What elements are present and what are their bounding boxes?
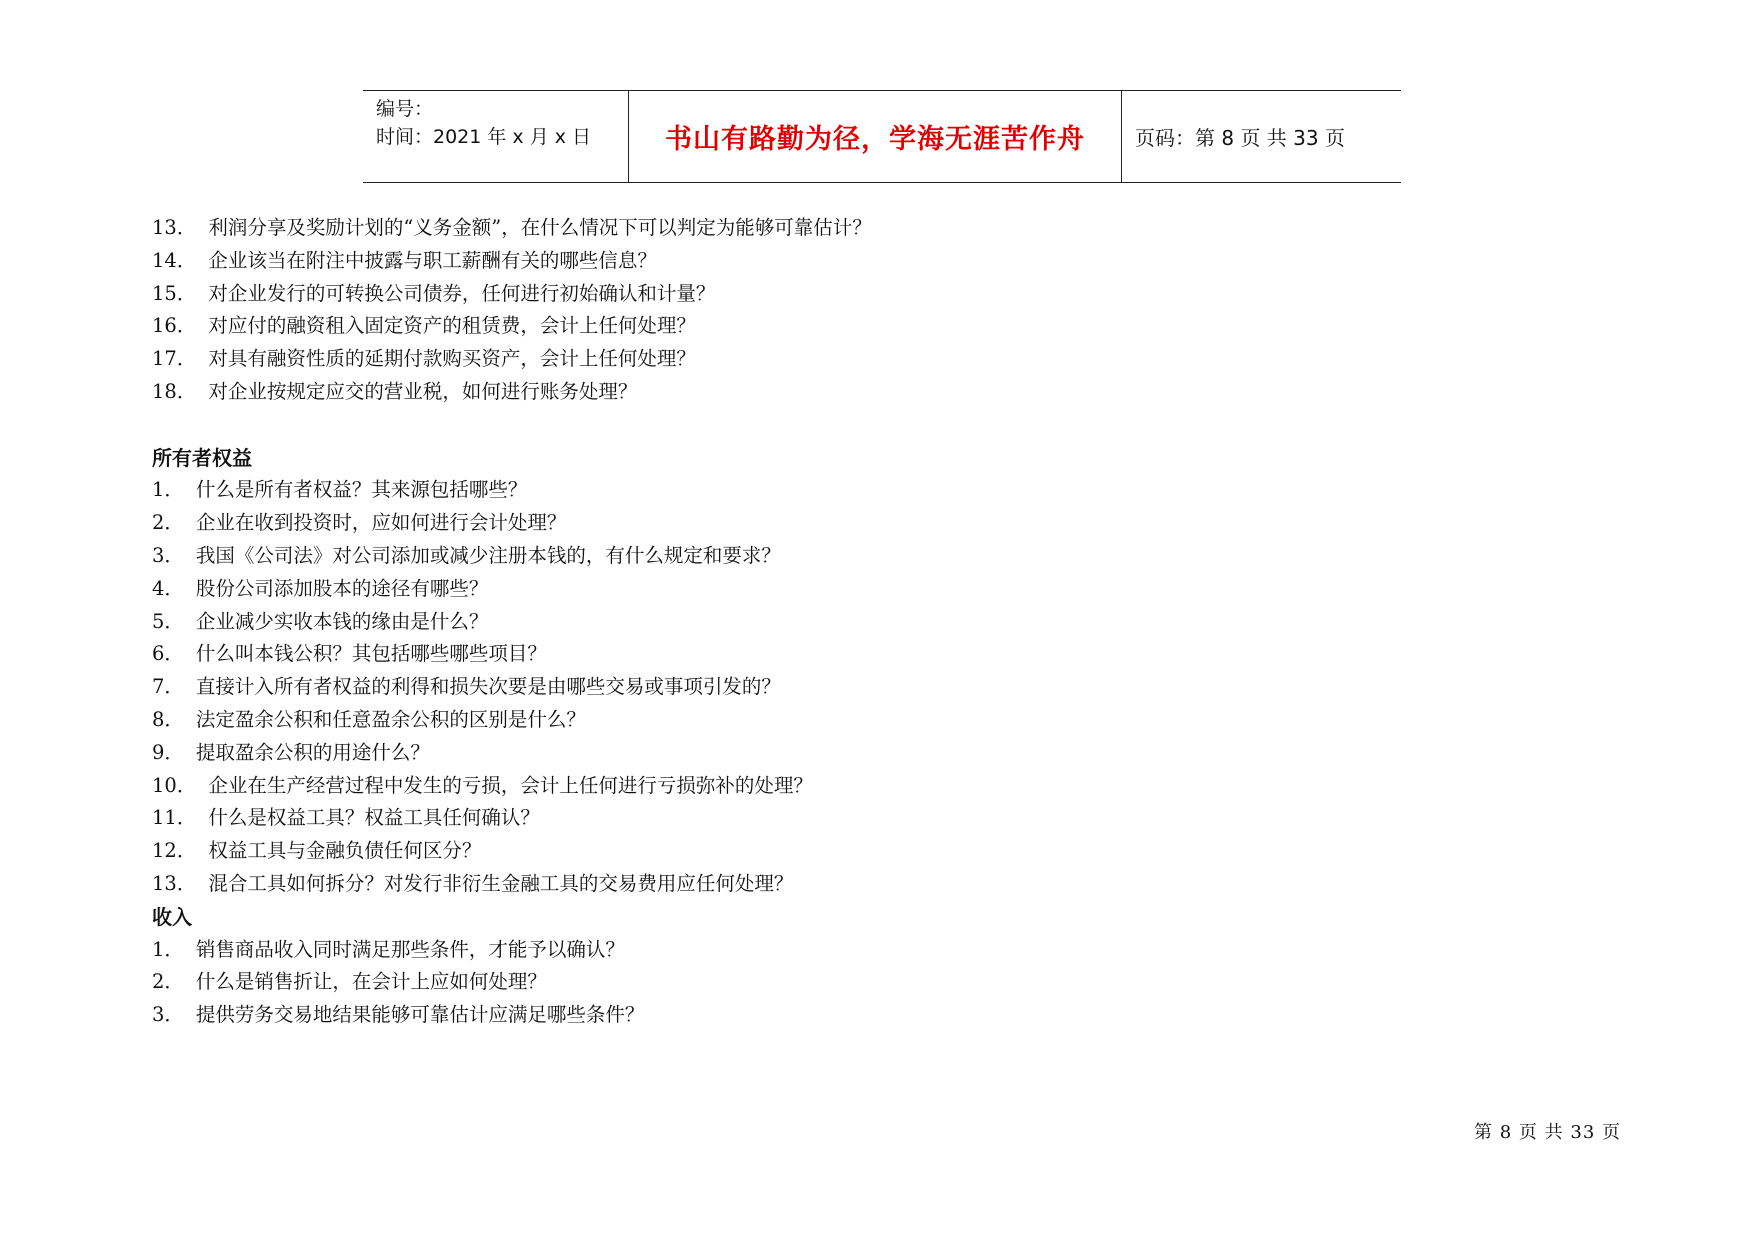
question-text: 法定盈余公积和任意盈余公积的区别是什么？ bbox=[195, 707, 586, 731]
document-number-label: 编号： bbox=[376, 98, 434, 120]
question-number: 10． bbox=[152, 773, 197, 797]
question-text: 混合工具如何拆分？对发行非衍生金融工具的交易费用应任何处理？ bbox=[208, 871, 794, 895]
header-motto: 书山有路勤为径，学海无涯苦作舟 bbox=[665, 124, 1085, 155]
question-number: 2． bbox=[152, 511, 184, 535]
question-text: 股份公司添加股本的途径有哪些？ bbox=[195, 576, 489, 600]
question-item bbox=[152, 376, 1402, 409]
header-motto-cell bbox=[629, 91, 1122, 182]
question-number: 14． bbox=[152, 248, 197, 272]
question-number: 3． bbox=[152, 1003, 184, 1027]
question-number: 11． bbox=[152, 806, 197, 830]
document-body bbox=[152, 212, 1402, 1032]
header-meta-cell bbox=[363, 91, 629, 182]
question-text: 对企业发行的可转换公司债券，任何进行初始确认和计量？ bbox=[208, 281, 716, 305]
section-title-equity: 所有者权益 bbox=[152, 445, 252, 470]
question-item bbox=[152, 212, 1402, 245]
question-number: 13． bbox=[152, 216, 197, 239]
question-list-liabilities bbox=[152, 212, 1402, 409]
question-item bbox=[152, 835, 1402, 868]
question-item bbox=[152, 507, 1402, 540]
question-item bbox=[152, 343, 1402, 376]
question-list-revenue bbox=[152, 934, 1402, 1032]
question-text: 提供劳务交易地结果能够可靠估计应满足哪些条件？ bbox=[195, 1003, 645, 1027]
section-title-revenue: 收入 bbox=[152, 904, 192, 929]
question-text: 什么是销售折让，在会计上应如何处理？ bbox=[195, 970, 547, 994]
question-item bbox=[152, 474, 1402, 507]
question-item bbox=[152, 245, 1402, 278]
question-text: 什么叫本钱公积？其包括哪些哪些项目？ bbox=[195, 642, 547, 666]
question-number: 2． bbox=[152, 970, 184, 994]
question-text: 提取盈余公积的用途什么？ bbox=[195, 740, 430, 764]
question-number: 17． bbox=[152, 347, 197, 371]
question-text: 直接计入所有者权益的利得和损失次要是由哪些交易或事项引发的？ bbox=[195, 675, 781, 699]
question-text: 对企业按规定应交的营业税，如何进行账务处理？ bbox=[208, 379, 638, 403]
question-item bbox=[152, 638, 1402, 671]
question-text: 销售商品收入同时满足那些条件，才能予以确认？ bbox=[195, 937, 625, 961]
page-footer: 第 8 页 共 33 页 bbox=[1474, 1122, 1621, 1143]
question-text: 企业该当在附注中披露与职工薪酬有关的哪些信息？ bbox=[208, 248, 657, 272]
question-item bbox=[152, 770, 1402, 803]
question-item bbox=[152, 737, 1402, 770]
question-number: 4． bbox=[152, 576, 184, 600]
question-number: 16． bbox=[152, 314, 197, 338]
question-number: 1． bbox=[152, 478, 184, 502]
question-number: 7． bbox=[152, 675, 184, 699]
question-item bbox=[152, 310, 1402, 343]
question-text: 什么是权益工具？权益工具任何确认？ bbox=[208, 806, 540, 830]
question-text: 什么是所有者权益？其来源包括哪些？ bbox=[195, 478, 528, 502]
question-number: 15． bbox=[152, 281, 197, 305]
question-number: 5． bbox=[152, 609, 184, 633]
question-text: 对具有融资性质的延期付款购买资产，会计上任何处理？ bbox=[208, 347, 696, 371]
question-item bbox=[152, 540, 1402, 573]
question-item bbox=[152, 966, 1402, 999]
question-number: 8． bbox=[152, 707, 184, 731]
question-list-equity bbox=[152, 474, 1402, 900]
question-number: 13． bbox=[152, 871, 197, 895]
question-number: 3． bbox=[152, 543, 184, 567]
document-date-label: 时间：2021 年 x 月 x 日 bbox=[376, 126, 592, 148]
question-item bbox=[152, 278, 1402, 311]
question-number: 12． bbox=[152, 839, 197, 863]
question-item bbox=[152, 868, 1402, 901]
question-item bbox=[152, 704, 1402, 737]
question-text: 企业在生产经营过程中发生的亏损，会计上任何进行亏损弥补的处理？ bbox=[208, 773, 813, 797]
question-item bbox=[152, 573, 1402, 606]
question-item bbox=[152, 802, 1402, 835]
question-text: 企业在收到投资时，应如何进行会计处理？ bbox=[195, 511, 567, 535]
header-page-cell bbox=[1122, 91, 1401, 182]
question-text: 权益工具与金融负债任何区分？ bbox=[208, 839, 482, 863]
question-item bbox=[152, 999, 1402, 1032]
question-number: 9． bbox=[152, 740, 184, 764]
header-page-info: 页码：第 8 页 共 33 页 bbox=[1135, 126, 1345, 150]
question-item bbox=[152, 606, 1402, 639]
spacer bbox=[152, 409, 1402, 442]
question-item bbox=[152, 934, 1402, 967]
question-text: 我国《公司法》对公司添加或减少注册本钱的，有什么规定和要求？ bbox=[195, 543, 781, 567]
question-text: 企业减少实收本钱的缘由是什么？ bbox=[195, 609, 489, 633]
question-item bbox=[152, 671, 1402, 704]
question-text: 对应付的融资租入固定资产的租赁费，会计上任何处理？ bbox=[208, 314, 696, 338]
question-number: 18． bbox=[152, 379, 197, 403]
question-number: 1． bbox=[152, 937, 184, 961]
question-text: 利润分享及奖励计划的“义务金额”，在什么情况下可以判定为能够可靠估计？ bbox=[208, 216, 872, 239]
question-number: 6． bbox=[152, 642, 184, 666]
document-header bbox=[363, 90, 1401, 183]
